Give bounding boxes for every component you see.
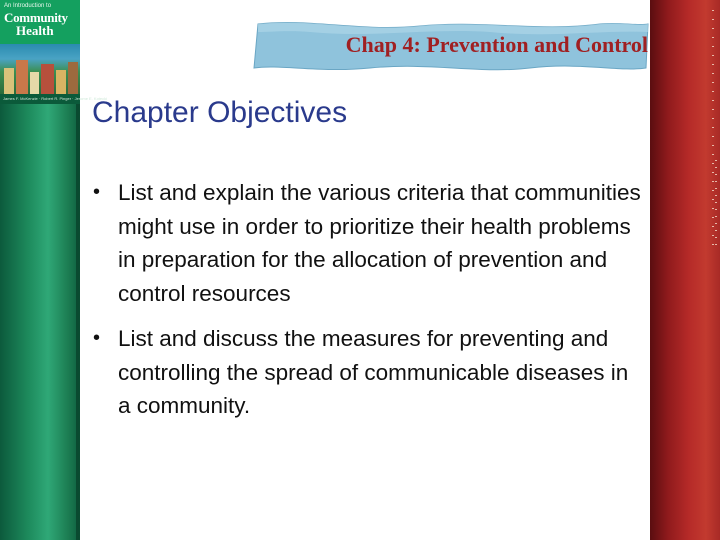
- cover-building: [68, 62, 78, 94]
- slide-heading: Chapter Objectives: [92, 96, 348, 129]
- book-cover-image: [0, 0, 108, 104]
- cover-authors-band: [0, 94, 108, 104]
- cover-building: [41, 64, 54, 94]
- bullet-dot: •: [93, 327, 101, 349]
- cover-illustration: [0, 44, 80, 94]
- right-strip-ticks-inner: [715, 160, 717, 250]
- objectives-list: [93, 176, 642, 435]
- list-item: [93, 176, 642, 310]
- list-item: [93, 322, 642, 423]
- cover-subtitle: An Introduction to: [4, 3, 52, 9]
- chapter-banner: [250, 18, 650, 74]
- cover-building: [4, 68, 14, 94]
- cover-building: [16, 60, 28, 94]
- objective-text: List and explain the various criteria that communities might use in order to prioritize their health problems in preparation for the allocation of prevention and control resources: [118, 180, 641, 306]
- right-strip-ticks: [712, 10, 714, 250]
- chapter-title: Chap 4: Prevention and Control: [345, 32, 648, 57]
- cover-title-line1: Community: [4, 10, 68, 25]
- cover-building: [56, 70, 66, 94]
- cover-title-line2: Health: [16, 23, 54, 38]
- right-decor-strip: [650, 0, 720, 540]
- objective-text: List and discuss the measures for preventing and controlling the spread of communicable diseases in a community.: [118, 326, 629, 418]
- cover-building: [30, 72, 39, 94]
- bullet-dot: •: [93, 181, 101, 203]
- cover-authors: James F. McKenzie · Robert R. Pinger · Jerome E. Kotecki: [3, 96, 108, 101]
